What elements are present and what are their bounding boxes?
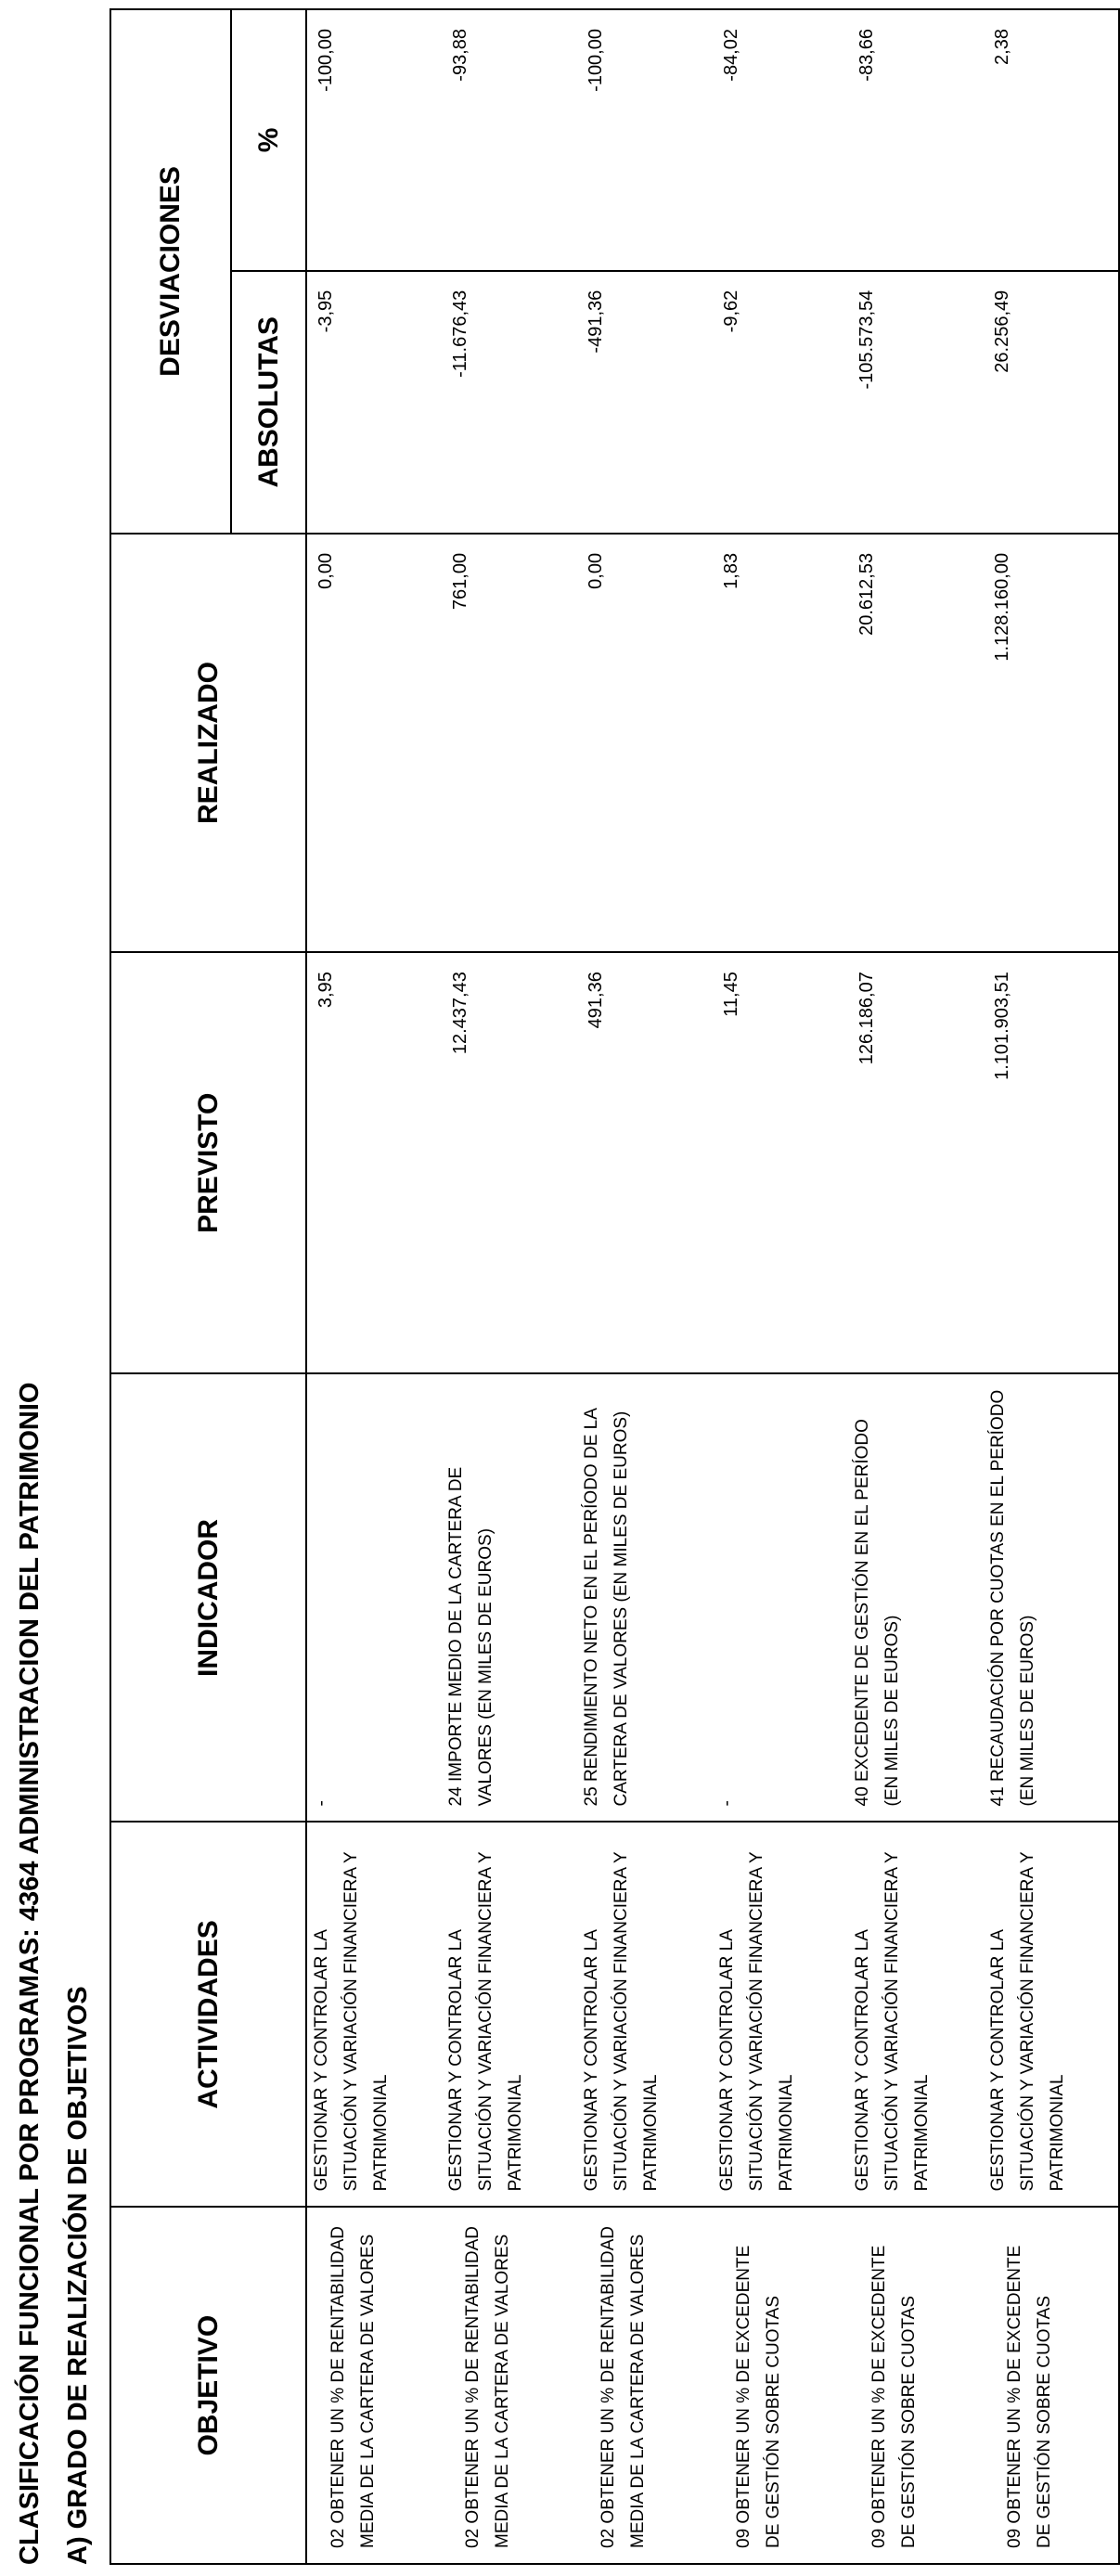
absolutas-cell: -491,36	[577, 271, 713, 534]
realizado-cell: 1,83	[713, 534, 848, 952]
table-row	[713, 9, 848, 2564]
table-row	[306, 9, 442, 2564]
header-percent: %	[231, 9, 306, 271]
actividades-cell: GESTIONAR Y CONTROLAR LA SITUACIÓN Y VARIACIÓN FINANCIERA Y PATRIMONIAL	[848, 1822, 984, 2207]
absolutas-cell: 26.256,49	[984, 271, 1119, 534]
percent-cell: -93,88	[442, 9, 577, 271]
objetivo-cell: 02 OBTENER UN % DE RENTABILIDAD MEDIA DE LA CARTERA DE VALORES	[306, 2207, 442, 2564]
header-absolutas: ABSOLUTAS	[231, 271, 306, 534]
previsto-cell: 1.101.903,51	[984, 952, 1119, 1373]
table-body	[306, 9, 1119, 2564]
absolutas-cell: -11.676,43	[442, 271, 577, 534]
header-objetivo: OBJETIVO	[110, 2207, 306, 2564]
previsto-cell: 3,95	[306, 952, 442, 1373]
table-row	[848, 9, 984, 2564]
actividades-cell: GESTIONAR Y CONTROLAR LA SITUACIÓN Y VARIACIÓN FINANCIERA Y PATRIMONIAL	[306, 1822, 442, 2207]
section-subtitle: A) GRADO DE REALIZACIÓN DE OBJETIVOS	[63, 1986, 93, 2565]
indicador-cell: -	[306, 1373, 442, 1822]
percent-cell: -84,02	[713, 9, 848, 271]
header-previsto: PREVISTO	[110, 952, 306, 1373]
actividades-cell: GESTIONAR Y CONTROLAR LA SITUACIÓN Y VARIACIÓN FINANCIERA Y PATRIMONIAL	[577, 1822, 713, 2207]
previsto-cell: 491,36	[577, 952, 713, 1373]
realizado-cell: 1.128.160,00	[984, 534, 1119, 952]
actividades-cell: GESTIONAR Y CONTROLAR LA SITUACIÓN Y VARIACIÓN FINANCIERA Y PATRIMONIAL	[984, 1822, 1119, 2207]
table-row	[984, 9, 1119, 2564]
header-indicador: INDICADOR	[110, 1373, 306, 1822]
percent-cell: -100,00	[577, 9, 713, 271]
absolutas-cell: -3,95	[306, 271, 442, 534]
indicador-cell: 41 RECAUDACIÓN POR CUOTAS EN EL PERÍODO (EN MILES DE EUROS)	[984, 1373, 1119, 1822]
header-desviaciones: DESVIACIONES	[110, 9, 231, 534]
previsto-cell: 126.186,07	[848, 952, 984, 1373]
actividades-cell: GESTIONAR Y CONTROLAR LA SITUACIÓN Y VARIACIÓN FINANCIERA Y PATRIMONIAL	[442, 1822, 577, 2207]
previsto-cell: 11,45	[713, 952, 848, 1373]
header-realizado: REALIZADO	[110, 534, 306, 952]
objetivo-cell: 02 OBTENER UN % DE RENTABILIDAD MEDIA DE LA CARTERA DE VALORES	[442, 2207, 577, 2564]
realizado-cell: 20.612,53	[848, 534, 984, 952]
indicador-cell: -	[713, 1373, 848, 1822]
objetivo-cell: 09 OBTENER UN % DE EXCEDENTE DE GESTIÓN SOBRE CUOTAS	[984, 2207, 1119, 2564]
objetivo-cell: 09 OBTENER UN % DE EXCEDENTE DE GESTIÓN SOBRE CUOTAS	[713, 2207, 848, 2564]
objetivo-cell: 09 OBTENER UN % DE EXCEDENTE DE GESTIÓN SOBRE CUOTAS	[848, 2207, 984, 2564]
indicador-cell: 24 IMPORTE MEDIO DE LA CARTERA DE VALORES (EN MILES DE EUROS)	[442, 1373, 577, 1822]
objetivo-cell: 02 OBTENER UN % DE RENTABILIDAD MEDIA DE LA CARTERA DE VALORES	[577, 2207, 713, 2564]
absolutas-cell: -9,62	[713, 271, 848, 534]
indicador-cell: 40 EXCEDENTE DE GESTIÓN EN EL PERÍODO (EN MILES DE EUROS)	[848, 1373, 984, 1822]
realizado-cell: 761,00	[442, 534, 577, 952]
absolutas-cell: -105.573,54	[848, 271, 984, 534]
indicador-cell: 25 RENDIMIENTO NETO EN EL PERÍODO DE LA CARTERA DE VALORES (EN MILES DE EUROS)	[577, 1373, 713, 1822]
percent-cell: 2,38	[984, 9, 1119, 271]
header-actividades: ACTIVIDADES	[110, 1822, 306, 2207]
realizado-cell: 0,00	[306, 534, 442, 952]
realizado-cell: 0,00	[577, 534, 713, 952]
table-row	[577, 9, 713, 2564]
percent-cell: -83,66	[848, 9, 984, 271]
actividades-cell: GESTIONAR Y CONTROLAR LA SITUACIÓN Y VARIACIÓN FINANCIERA Y PATRIMONIAL	[713, 1822, 848, 2207]
table-row	[442, 9, 577, 2564]
previsto-cell: 12.437,43	[442, 952, 577, 1373]
document-title: CLASIFICACIÓN FUNCIONAL POR PROGRAMAS: 4364 ADMINISTRACION DEL PATRIMONIO	[15, 1382, 45, 2565]
percent-cell: -100,00	[306, 9, 442, 271]
objectives-table	[109, 8, 1120, 2565]
